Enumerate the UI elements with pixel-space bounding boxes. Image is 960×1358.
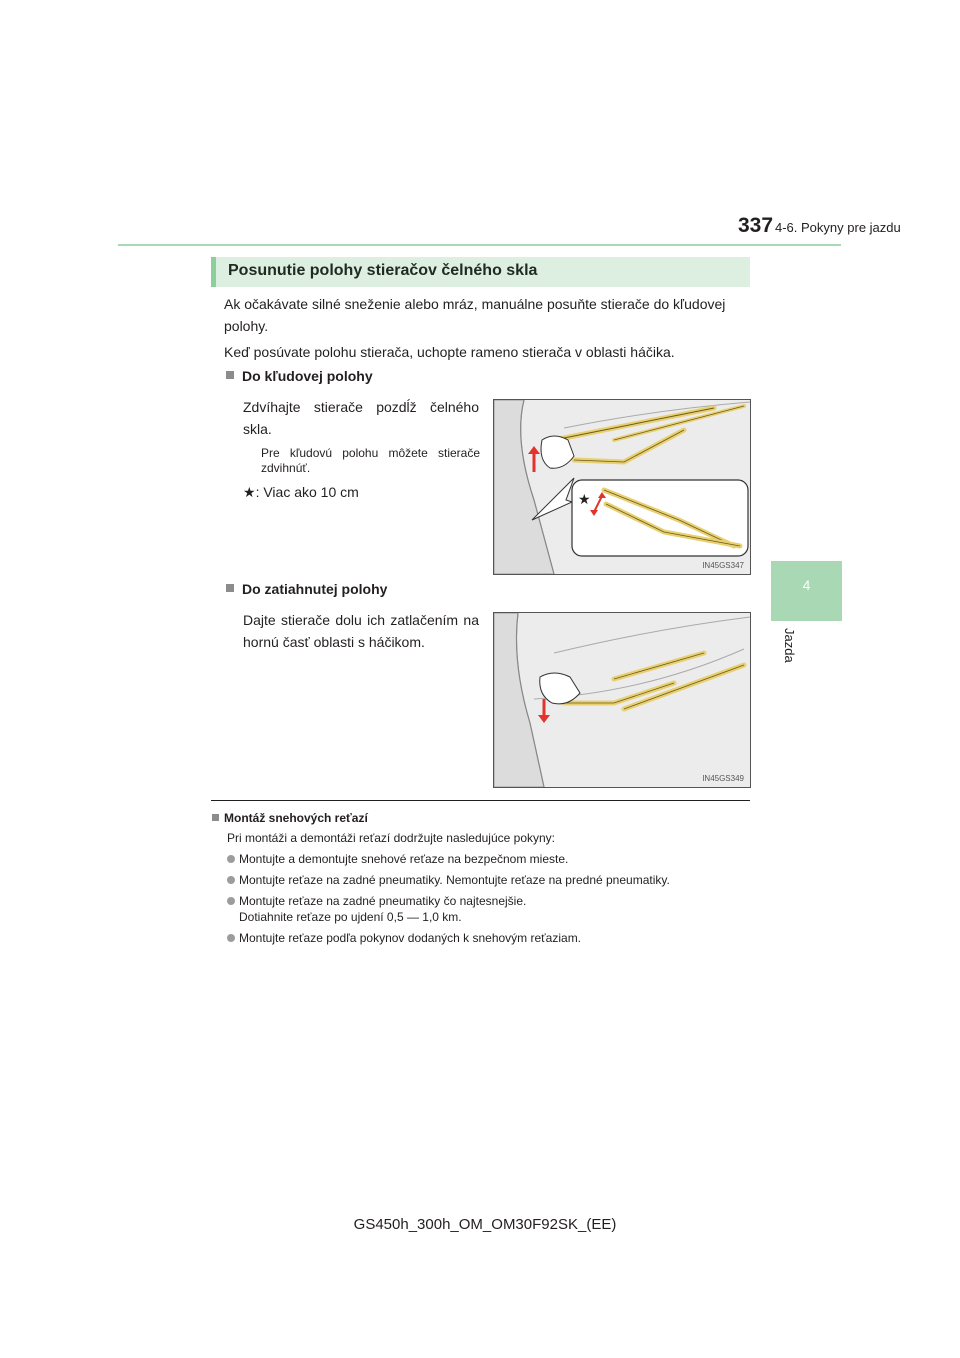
step2-heading-text: Do zatiahnutej polohy <box>242 581 388 597</box>
footer-code-text: GS450h_300h_OM_OM30F92SK_(EE) <box>353 1216 617 1233</box>
list-item: Montujte a demontujte snehové reťaze na bezpečnom mieste. <box>227 851 568 868</box>
image-code: IN45GS347 <box>702 561 744 570</box>
section-divider <box>211 800 750 801</box>
square-bullet-icon <box>226 371 234 379</box>
box-heading <box>211 257 750 287</box>
list-item: Montujte reťaze na zadné pneumatiky. Nemontujte reťaze na predné pneumatiky. <box>227 872 670 889</box>
svg-text:★: ★ <box>578 491 591 507</box>
lower-intro: Pri montáži a demontáži reťazí dodržujte nasledujúce pokyny: <box>227 831 556 845</box>
bullet-dot-icon <box>227 934 235 942</box>
list-item-continuation: Dotiahnite reťaze po ujdení 0,5 — 1,0 km. <box>239 910 462 924</box>
step1-note: Pre kľudovú polohu môžete stierače zdvihnúť. <box>261 446 480 475</box>
header-divider <box>118 244 841 246</box>
wiper-raise-illustration <box>493 399 751 575</box>
wiper-raise-drawing <box>494 400 750 574</box>
image-code: IN45GS349 <box>702 774 744 783</box>
star-legend-text: : Viac ako 10 cm <box>255 484 359 500</box>
step1-heading-text: Do kľudovej polohy <box>242 368 373 384</box>
lower-heading <box>212 810 368 827</box>
step1-heading <box>226 368 373 384</box>
chapter-number: 4 <box>802 577 811 593</box>
chapter-label-text: Jazda <box>782 628 797 663</box>
list-item: Montujte reťaze na zadné pneumatiky čo najtesnejšie. <box>227 893 526 910</box>
bullet-dot-icon <box>227 855 235 863</box>
step2-text: Dajte stierače dolu ich zatlačením na hornú časť oblasti s háčikom. <box>243 612 479 650</box>
intro-paragraph-1: Ak očakávate silné sneženie alebo mráz, manuálne posuňte stierače do kľudovej polohy. <box>224 296 726 334</box>
star-icon: ★ <box>243 484 256 500</box>
square-bullet-icon <box>212 814 219 821</box>
square-bullet-icon <box>226 584 234 592</box>
intro-paragraph-2: Keď posúvate polohu stierača, uchopte rameno stierača v oblasti háčika. <box>224 344 675 360</box>
bullet-dot-icon <box>227 876 235 884</box>
box-title: Posunutie polohy stieračov čelného skla <box>228 262 538 279</box>
lower-heading-text: Montáž snehových reťazí <box>224 811 368 825</box>
star-legend <box>243 484 359 501</box>
list-item: Montujte reťaze podľa pokynov dodaných k snehovým reťaziam. <box>227 930 581 947</box>
step2-heading <box>226 581 387 597</box>
section-title: 4-6. Pokyny pre jazdu <box>775 220 901 235</box>
wiper-lower-illustration <box>493 612 751 788</box>
step1-text: Zdvíhajte stierače pozdĺž čelného skla. <box>243 399 479 437</box>
bullet-dot-icon <box>227 897 235 905</box>
wiper-lower-drawing <box>494 613 750 787</box>
chapter-label <box>779 628 803 688</box>
footer-code <box>0 1216 960 1233</box>
chapter-tab <box>771 561 842 621</box>
page-number: 337 <box>738 214 774 237</box>
